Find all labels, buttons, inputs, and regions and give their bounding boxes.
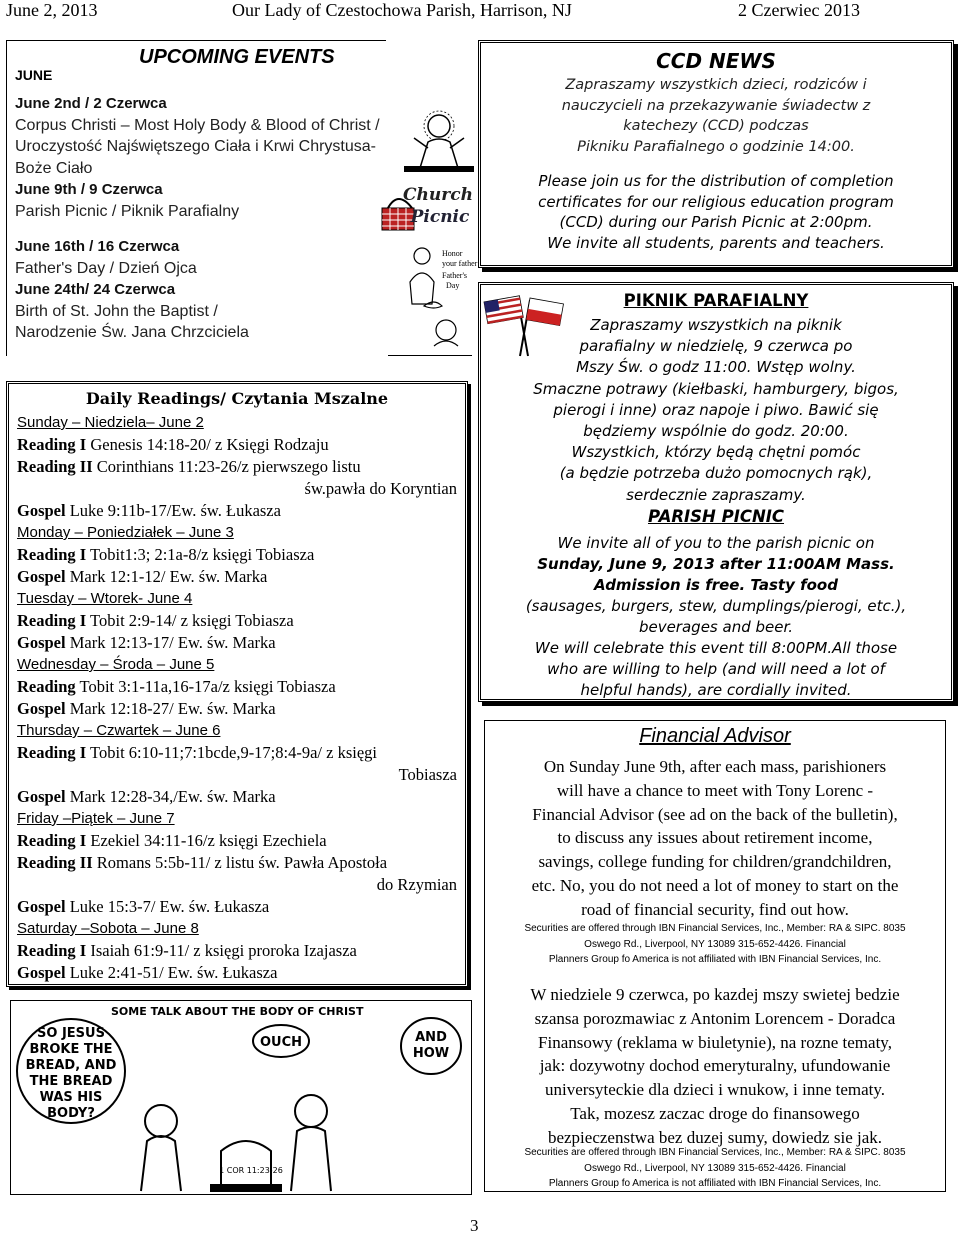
reading-ref: Tobit 3:1-11a,16-17a/z księgi Tobiasza	[75, 677, 336, 696]
event-date: June 9th / 9 Czerwca	[15, 181, 163, 198]
advisor-pl-line: bezpieczenstwa bez duzej sumy, dowiedz sie jak.	[547, 1127, 883, 1147]
cartoon-header: SOME TALK ABOUT THE BODY OF CHRIST	[111, 1005, 364, 1018]
svg-text:Father's: Father's	[442, 271, 467, 280]
advisor-title: Financial Advisor	[639, 725, 791, 747]
piknik-box	[478, 282, 954, 702]
reading-label: Reading I	[17, 831, 87, 850]
dove-child-icon	[420, 296, 470, 354]
parish-picnic-line: (sausages, burgers, stew, dumplings/pierogi, etc.),	[525, 597, 907, 615]
parish-picnic-title: PARISH PICNIC	[647, 507, 785, 526]
reading-label: Reading I	[17, 743, 87, 762]
advisor-disclaimer-line: Planners Group fo America is not affiliated with IBN Financial Services, Inc.	[548, 1178, 882, 1189]
piknik-pl-line: będziemy wspólnie do godz. 20:00.	[583, 422, 849, 440]
svg-text:Day: Day	[446, 281, 460, 290]
reading-line	[17, 852, 387, 874]
bubble-text-line: SO JESUS	[37, 1026, 105, 1041]
piknik-pl-line: Smaczne potrawy (kiełbaski, hamburgery, bigos,	[533, 379, 899, 398]
reading-day-heading: Monday – Poniedziałek – June 3	[17, 524, 234, 541]
bubble-text-line: THE BREAD	[29, 1074, 113, 1089]
reading-ref: Mark 12:1-12/ Ew. św. Marka	[65, 567, 268, 586]
reading-ref: Tobit1:3; 2:1a-8/z księgi Tobiasza	[86, 545, 315, 564]
advisor-en-line: to discuss any issues about retirement income,	[557, 828, 873, 848]
reading-line	[17, 544, 314, 566]
reading-label: Gospel	[17, 567, 66, 586]
piknik-pl-line: Zapraszamy wszystkich na piknik	[590, 316, 842, 334]
reading-label: Reading I	[17, 435, 87, 454]
daily-readings-box	[6, 381, 468, 987]
reading-ref: Luke 9:11b-17/Ew. św. Łukasza	[65, 501, 281, 520]
page-number: 3	[470, 1216, 479, 1235]
ccd-pl-line: nauczycieli na przekazywanie świadectw z	[561, 97, 871, 114]
header-parish: Our Lady of Czestochowa Parish, Harrison, NJ	[232, 0, 572, 20]
reading-ref: Ezekiel 34:11-16/z księgi Ezechiela	[86, 831, 327, 850]
reading-ref: Isaiah 61:9-11/ z księgi proroka Izajasza	[86, 941, 357, 960]
advisor-en-line: savings, college funding for children/grandchildren,	[538, 852, 892, 872]
cartoon-caption: 1 COR 11:23-26	[219, 1166, 283, 1175]
ccd-en-line: certificates for our religious education program	[538, 192, 894, 211]
event-text: Boże Ciało	[15, 159, 93, 177]
reading-line	[17, 456, 361, 478]
bubble-text-line: HOW	[412, 1046, 450, 1061]
bubble-text-line: BODY?	[47, 1106, 95, 1121]
advisor-disclaimer-line: Oswego Rd., Liverpool, NY 13089 315-652-4426. Financial	[584, 1162, 846, 1174]
bubble-ouch: OUCH	[259, 1035, 303, 1050]
advisor-disclaimer-line: Planners Group fo America is not affiliated with IBN Financial Services, Inc.	[548, 954, 882, 965]
piknik-pl-line: Mszy Św. o godz 11:00. Wstęp wolny.	[576, 358, 856, 377]
reading-day-heading: Friday –Piątek – June 7	[17, 810, 175, 827]
ccd-en-line: Please join us for the distribution of completion	[538, 172, 894, 190]
piknik-pl-line: Wszystkich, którzy będą chętni pomóc	[571, 443, 861, 462]
reading-line	[17, 940, 357, 962]
jesus-last-supper-icon	[400, 108, 478, 176]
reading-ref: Mark 12:18-27/ Ew. św. Marka	[65, 699, 276, 718]
piknik-pl-line: pierogi i inne) oraz napoje i piwo. Bawić się	[553, 400, 879, 419]
reading-label: Reading I	[17, 941, 87, 960]
header-date-pl: 2 Czerwiec 2013	[738, 0, 860, 20]
reading-line	[17, 434, 329, 456]
reading-line	[17, 896, 269, 918]
reading-day-heading: Saturday –Sobota – June 8	[17, 920, 199, 937]
reading-line	[17, 676, 336, 698]
reading-continuation	[305, 478, 457, 500]
event-text: Narodzenie Św. Jana Chrzciciela	[15, 324, 249, 341]
advisor-pl-line: universyteckie dla dzieci i wnukow, i inne tematy.	[544, 1080, 886, 1100]
reading-day-heading: Sunday – Niedziela– June 2	[17, 414, 204, 431]
reading-line	[17, 500, 281, 522]
reading-ref: Luke 15:3-7/ Ew. św. Łukasza	[65, 897, 270, 916]
ccd-pl-line: Pikniku Parafialnego o godzinie 14:00.	[577, 138, 855, 155]
cartoon-figures	[141, 1095, 331, 1191]
reading-day-heading: Tuesday – Wtorek- June 4	[17, 590, 193, 607]
reading-label: Gospel	[17, 699, 66, 718]
church-picnic-logo	[378, 178, 478, 238]
advisor-pl-line: szansa porozmawiac z Antonim Lorencem - Doradca	[534, 1008, 896, 1028]
svg-text:your father: your father	[442, 259, 478, 268]
header-date-en: June 2, 2013	[6, 0, 98, 20]
piknik-pl-line: (a będzie potrzeba dużo pomocnych rąk),	[559, 464, 873, 483]
advisor-en-line: road of financial security, find out how.	[581, 899, 849, 919]
parish-picnic-line: beverages and beer.	[638, 618, 794, 636]
reading-label: Gospel	[17, 963, 66, 982]
bubble-text-line: WAS HIS	[39, 1090, 103, 1105]
reading-ref: do Rzymian	[376, 875, 457, 894]
page-header	[0, 0, 960, 28]
ccd-news-box	[478, 40, 954, 268]
advisor-pl-line: W niedziele 9 czerwca, po kazdej mszy swietej bedzie	[530, 985, 900, 1004]
bubble-text-line: BREAD, AND	[25, 1058, 117, 1073]
reading-label: Gospel	[17, 633, 66, 652]
advisor-en-line: etc. No, you do not need a lot of money to start on the	[531, 876, 899, 895]
event-text: Uroczystość Najświętszego Ciała i Krwi Chrystusa-	[15, 138, 376, 155]
picnic-logo-word1: Church	[403, 185, 473, 205]
reading-label: Gospel	[17, 501, 66, 520]
reading-day-heading: Wednesday – Środa – June 5	[17, 656, 215, 673]
reading-ref: Genesis 14:18-20/ z Księgi Rodzaju	[86, 435, 329, 454]
reading-day-heading: Thursday – Czwartek – June 6	[17, 722, 221, 739]
advisor-en-line: Financial Advisor (see ad on the back of the bulletin),	[532, 804, 898, 824]
parish-picnic-line: Sunday, June 9, 2013 after 11:00AM Mass.	[537, 555, 895, 573]
advisor-disclaimer-line: Securities are offered through IBN Financial Services, Inc., Member: RA & SIPC. 8035	[524, 1147, 906, 1158]
reading-ref: Tobiasza	[398, 765, 457, 784]
bubble-text-line: AND	[415, 1030, 447, 1045]
parish-picnic-line: Admission is free. Tasty food	[594, 576, 838, 594]
parish-picnic-line: We will celebrate this event till 8:00PM.All those	[534, 639, 898, 657]
bubble-text-line: BROKE THE	[29, 1042, 113, 1057]
event-date: June 2nd / 2 Czerwca	[15, 95, 167, 112]
reading-line	[17, 698, 276, 720]
advisor-disclaimer-line: Oswego Rd., Liverpool, NY 13089 315-652-4426. Financial	[584, 938, 846, 950]
reading-ref: Luke 2:41-51/ Ew. św. Łukasza	[65, 963, 278, 982]
events-month: JUNE	[15, 67, 53, 83]
reading-line	[17, 962, 277, 984]
reading-label: Gospel	[17, 897, 66, 916]
reading-line	[17, 830, 327, 852]
financial-advisor-box	[484, 720, 946, 1192]
reading-label: Reading II	[17, 853, 93, 872]
events-title: UPCOMING EVENTS	[139, 46, 335, 68]
reading-label: Reading II	[17, 457, 93, 476]
reading-label: Reading	[17, 677, 76, 696]
reading-ref: Corinthians 11:23-26/z pierwszego listu	[92, 457, 361, 476]
event-text: Corpus Christi – Most Holy Body & Blood of Christ /	[15, 116, 380, 134]
ccd-en-line: We invite all students, parents and teachers.	[547, 233, 885, 252]
piknik-pl-line: serdecznie zapraszamy.	[626, 485, 806, 504]
reading-line	[17, 786, 276, 808]
reading-continuation	[377, 874, 457, 896]
upcoming-events	[6, 40, 386, 356]
ccd-pl-line: Zapraszamy wszystkich dzieci, rodziców i	[565, 77, 867, 93]
event-text: Father's Day / Dzień Ojca	[15, 259, 197, 277]
readings-title: Daily Readings/ Czytania Mszalne	[85, 389, 389, 408]
reading-continuation	[399, 764, 457, 786]
reading-label: Gospel	[17, 787, 66, 806]
reading-line	[17, 566, 267, 588]
body-of-christ-cartoon	[10, 1000, 472, 1195]
event-text: Parish Picnic / Piknik Parafialny	[15, 202, 240, 220]
piknik-title: PIKNIK PARAFIALNY	[623, 291, 809, 310]
advisor-en-line: will have a chance to meet with Tony Lorenc -	[556, 780, 874, 800]
reading-label: Reading I	[17, 611, 87, 630]
piknik-pl-line: parafialny w niedzielę, 9 czerwca po	[579, 337, 853, 356]
advisor-disclaimer-line: Securities are offered through IBN Financial Services, Inc., Member: RA & SIPC. 8035	[524, 923, 906, 934]
reading-ref: Romans 5:5b-11/ z listu św. Pawła Apostoła	[92, 853, 388, 872]
reading-line	[17, 742, 377, 764]
reading-ref: Tobit 2:9-14/ z księgi Tobiasza	[86, 611, 294, 630]
event-text: Birth of St. John the Baptist /	[15, 302, 218, 320]
parish-picnic-line: We invite all of you to the parish picnic on	[557, 534, 875, 552]
advisor-pl-line: jak: dozywotny dochod emeryturalny, ufundowanie	[539, 1056, 891, 1076]
reading-ref: Mark 12:13-17/ Ew. św. Marka	[65, 633, 276, 652]
reading-ref: Mark 12:28-34,/Ew. św. Marka	[65, 787, 276, 806]
picnic-logo-word2: Picnic	[410, 207, 470, 227]
advisor-pl-line: Tak, mozesz zaczac droge do finansowego	[570, 1104, 860, 1123]
reading-line	[17, 610, 294, 632]
event-date: June 24th/ 24 Czerwca	[15, 281, 176, 298]
ccd-title: CCD NEWS	[656, 49, 776, 73]
reading-ref: Tobit 6:10-11;7:1bcde,9-17;8:4-9a/ z księgi	[86, 743, 377, 762]
reading-line	[17, 632, 276, 654]
advisor-pl-line: Finansowy (reklama w biuletynie), na rozne tematy,	[538, 1032, 892, 1052]
ccd-en-line: (CCD) during our Parish Picnic at 2:00pm.	[559, 213, 873, 231]
reading-label: Reading I	[17, 545, 87, 564]
advisor-en-line: On Sunday June 9th, after each mass, parishioners	[543, 757, 887, 776]
event-date: June 16th / 16 Czerwca	[15, 238, 180, 255]
parish-picnic-line: helpful hands), are cordially invited.	[580, 681, 852, 699]
parish-picnic-line: who are willing to help (and will need a lot of	[547, 660, 885, 678]
ccd-pl-line: katechezy (CCD) podczas	[623, 118, 809, 134]
reading-ref: św.pawła do Koryntian	[304, 479, 457, 498]
svg-text:Honor: Honor	[442, 249, 463, 258]
events-bottom-rule	[388, 355, 472, 356]
